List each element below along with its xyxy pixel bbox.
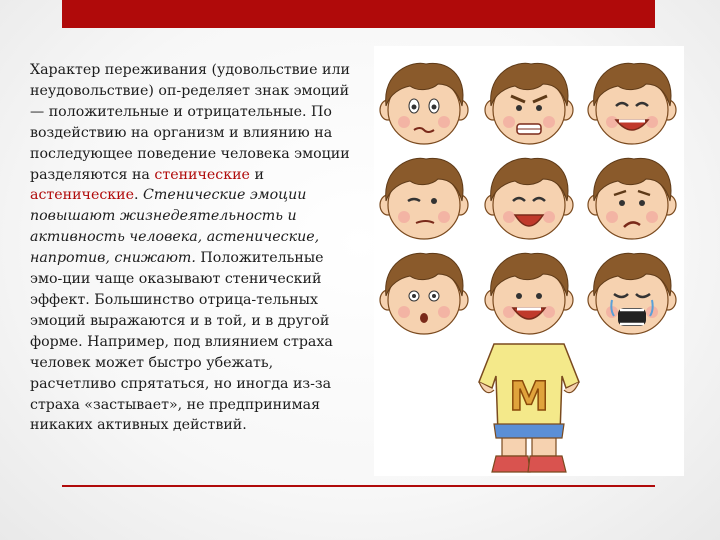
face-happy [485, 158, 573, 239]
face-crying [588, 253, 676, 334]
face-laughing [588, 63, 676, 144]
term-sthenic: стенические [154, 166, 250, 183]
paragraph-and: и [249, 166, 264, 183]
bottom-accent-line [62, 485, 655, 487]
body-paragraph [30, 60, 360, 436]
paragraph-dot: . [134, 187, 144, 204]
face-angry [485, 63, 573, 144]
boy-body [479, 344, 579, 472]
emotions-illustration [374, 46, 684, 476]
faces-figure [374, 46, 684, 476]
paragraph-part1: Характер переживания (удовольствие или неудовольствие) оп-ределяет знак эмоций — положительные и отрицательные. По воздействию на организм и влиянию на последующее поведение человека эмоции разделяются на [30, 62, 350, 183]
face-scared [380, 253, 468, 334]
face-sad [588, 158, 676, 239]
paragraph-part2: Положительные эмо-ции чаще оказывают стенический эффект. Большинство отрица-тельных эмоций выражаются и в той, и в другой форме. Например, под влиянием страха человек может быстро убежать, расчетливо спрятаться, но иногда из-за страха «застывает», не предпринимая никаких активных действий. [30, 250, 333, 434]
face-surprised [380, 63, 468, 144]
paragraph-italic: Стенические эмоции повышают жизнедеятельность и активность человека, астенические, напротив, снижают. [30, 187, 320, 267]
face-joyful [485, 253, 573, 334]
top-accent-bar [62, 0, 655, 28]
term-asthenic: астенические [30, 187, 135, 204]
shirt-letter: M [509, 374, 549, 420]
face-thinking [380, 158, 468, 239]
